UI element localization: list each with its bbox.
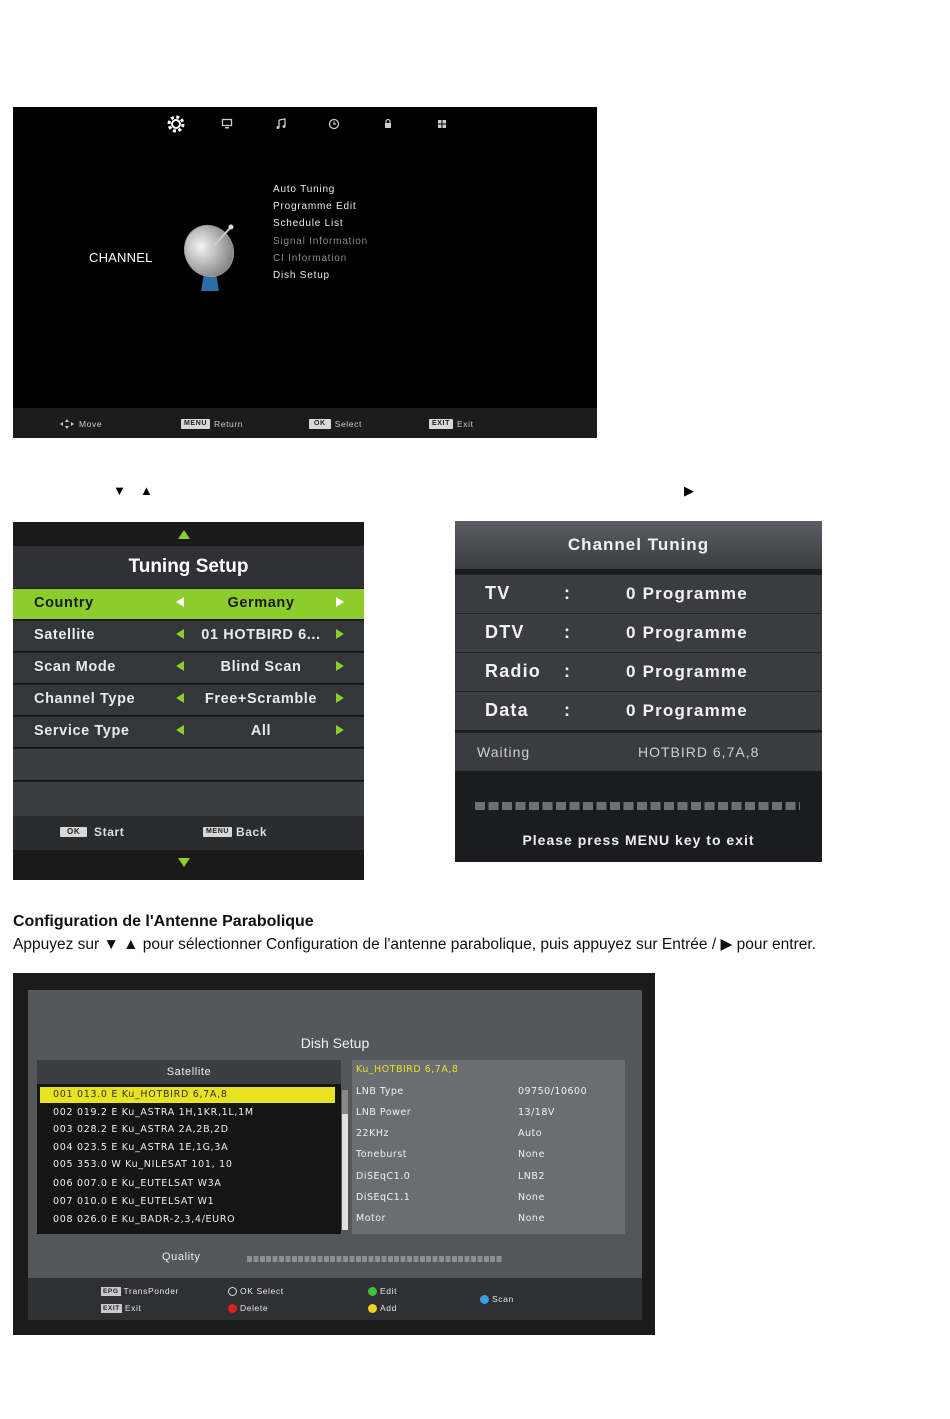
left-arrow-icon[interactable] — [176, 725, 184, 735]
tuning-status-row — [455, 732, 822, 771]
right-arrow-icon[interactable] — [336, 693, 344, 703]
instruction-paragraph: Appuyez sur ▼ ▲ pour sélectionner Configuration de l'antenne parabolique, puis appuyez sur Entrée / ▶ pour entrer. — [13, 936, 816, 953]
footer-select: OK Select — [309, 418, 362, 429]
footer-edit: Edit — [368, 1286, 397, 1296]
satellite-list-scrollbar[interactable] — [342, 1090, 348, 1230]
footer-exit: EXIT Exit — [103, 1303, 142, 1313]
move-arrows-icon — [59, 419, 75, 429]
right-arrow-icon[interactable] — [336, 629, 344, 639]
green-button-icon — [368, 1287, 377, 1296]
param-22khz[interactable]: 22KHz Auto — [356, 1128, 543, 1139]
satellite-params — [352, 1060, 625, 1234]
exit-hint: Please press MENU key to exit — [522, 832, 755, 848]
tuning-row-radio: Radio : 0 Programme — [455, 652, 822, 691]
tuning-setup-screen — [13, 522, 364, 880]
scroll-up-icon[interactable] — [178, 530, 190, 539]
down-arrow-symbol: ▼ — [113, 483, 126, 498]
channel-menu-footer — [13, 408, 597, 438]
left-arrow-icon[interactable] — [176, 661, 184, 671]
param-diseqc10[interactable]: DiSEqC1.0 LNB2 — [356, 1171, 545, 1182]
empty-row — [13, 781, 364, 816]
up-arrow-symbol: ▲ — [140, 483, 153, 498]
section-heading: Configuration de l'Antenne Parabolique — [13, 913, 314, 930]
selected-satellite-name: Ku_HOTBIRD 6,7A,8 — [356, 1064, 459, 1075]
menu-item-ci-information: CI Information — [273, 252, 348, 264]
footer-transponder: EPG TransPonder — [103, 1286, 179, 1296]
channel-menu-list — [273, 181, 368, 284]
row-service-type[interactable]: Service Type All — [13, 716, 364, 747]
channel-tuning-title: Channel Tuning — [455, 521, 822, 569]
menu-item-signal-information: Signal Information — [273, 235, 369, 247]
dish-setup-title: Dish Setup — [300, 1035, 370, 1051]
footer-exit: EXIT Exit — [429, 418, 474, 429]
footer-scan: Scan — [480, 1294, 514, 1304]
dish-setup-panel — [28, 990, 642, 1294]
footer-ok-select: OK Select — [228, 1286, 284, 1296]
left-arrow-icon[interactable] — [176, 597, 184, 607]
right-arrow-symbol: ▶ — [684, 483, 694, 498]
clock-icon[interactable] — [323, 113, 345, 135]
satellite-list-header: Satellite — [37, 1060, 341, 1084]
lock-icon[interactable] — [377, 113, 399, 135]
satellite-dish-icon — [179, 219, 241, 295]
right-arrow-icon[interactable] — [336, 661, 344, 671]
ok-key: OK — [309, 419, 331, 429]
scrollbar-thumb[interactable] — [342, 1090, 348, 1114]
quality-bar — [247, 1256, 503, 1262]
satellite-item[interactable]: 007 010.0 E Ku_EUTELSAT W1 — [53, 1196, 215, 1207]
exit-key: EXIT — [103, 1305, 120, 1313]
param-lnb-type[interactable]: LNB Type 09750/10600 — [356, 1086, 588, 1097]
tuning-setup-title: Tuning Setup — [13, 546, 364, 588]
channel-menu-screen — [13, 107, 597, 438]
monitor-icon[interactable] — [216, 113, 238, 135]
satellite-item[interactable]: 005 353.0 W Ku_NILESAT 101, 10 — [53, 1159, 233, 1170]
satellite-item[interactable]: 004 023.5 E Ku_ASTRA 1E,1G,3A — [53, 1142, 229, 1153]
menu-item-auto-tuning[interactable]: Auto Tuning — [273, 184, 336, 195]
ok-key: OK — [60, 827, 87, 837]
satellite-name: HOTBIRD 6,7A,8 — [638, 744, 760, 760]
satellite-item[interactable]: 008 026.0 E Ku_BADR-2,3,4/EURO — [53, 1214, 236, 1225]
menu-item-dish-setup[interactable]: Dish Setup — [273, 270, 330, 282]
satellite-item[interactable]: 002 019.2 E Ku_ASTRA 1H,1KR,1L,1M — [53, 1107, 254, 1118]
exit-key: EXIT — [429, 419, 453, 429]
satellite-item[interactable]: 001 013.0 E Ku_HOTBIRD 6,7A,8 — [40, 1087, 335, 1103]
status-text: Waiting — [477, 744, 531, 760]
satellite-item[interactable]: 003 028.2 E Ku_ASTRA 2A,2B,2D — [53, 1124, 229, 1135]
scroll-down-icon[interactable] — [178, 858, 190, 867]
param-motor[interactable]: Motor None — [356, 1213, 545, 1224]
row-channel-type[interactable]: Channel Type Free+Scramble — [13, 684, 364, 715]
tuning-row-tv: TV : 0 Programme — [455, 574, 822, 613]
quality-label: Quality — [162, 1251, 201, 1263]
footer-add: Add — [368, 1303, 397, 1313]
tuning-row-data: Data : 0 Programme — [455, 691, 822, 730]
footer-delete: Delete — [228, 1303, 268, 1313]
epg-key: EPG — [103, 1288, 119, 1296]
param-toneburst[interactable]: Toneburst None — [356, 1149, 545, 1160]
tuning-row-dtv: DTV : 0 Programme — [455, 613, 822, 652]
blue-button-icon — [480, 1295, 489, 1304]
ok-icon — [228, 1287, 237, 1296]
menu-item-schedule-list[interactable]: Schedule List — [273, 218, 344, 230]
satellite-item[interactable]: 006 007.0 E Ku_EUTELSAT W3A — [53, 1178, 222, 1189]
footer-return: MENU Return — [181, 418, 243, 429]
dish-setup-screen — [13, 973, 655, 1335]
menu-item-programme-edit[interactable]: Programme Edit — [273, 201, 357, 213]
section-label: CHANNEL — [89, 250, 153, 265]
back-label: Back — [236, 825, 268, 839]
right-arrow-icon[interactable] — [336, 597, 344, 607]
left-arrow-icon[interactable] — [176, 693, 184, 703]
music-note-icon[interactable] — [270, 113, 292, 135]
satellite-list — [37, 1060, 341, 1234]
yellow-button-icon — [368, 1304, 377, 1313]
channel-tuning-screen — [455, 521, 822, 862]
param-lnb-power[interactable]: LNB Power 13/18V — [356, 1107, 555, 1118]
tuning-setup-footer — [13, 816, 364, 850]
menu-key: MENU — [181, 419, 210, 429]
param-diseqc11[interactable]: DiSEqC1.1 None — [356, 1192, 545, 1203]
right-arrow-icon[interactable] — [336, 725, 344, 735]
left-arrow-icon[interactable] — [176, 629, 184, 639]
row-country[interactable]: Country Germany — [13, 588, 364, 619]
empty-row — [13, 748, 364, 780]
start-label: Start — [94, 825, 125, 839]
row-scan-mode[interactable]: Scan Mode Blind Scan — [13, 652, 364, 683]
settings-gear-icon[interactable] — [165, 113, 187, 135]
bottom-bar — [13, 850, 364, 880]
dish-setup-footer — [28, 1278, 642, 1320]
footer-move: Move — [59, 418, 102, 429]
tuning-progress-bar — [475, 802, 800, 810]
apps-grid-icon[interactable] — [431, 113, 453, 135]
red-button-icon — [228, 1304, 237, 1313]
row-satellite[interactable]: Satellite 01 HOTBIRD 6... — [13, 620, 364, 651]
menu-key: MENU — [203, 827, 232, 837]
top-bar — [13, 522, 364, 546]
